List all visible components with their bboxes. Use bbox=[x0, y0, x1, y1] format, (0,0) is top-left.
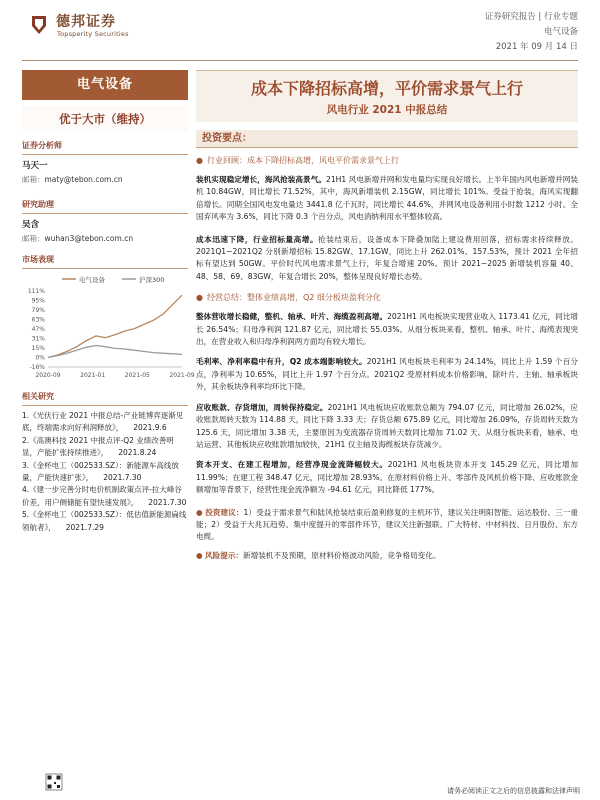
y-tick-label: 15% bbox=[31, 345, 45, 352]
assistant-email-value[interactable]: wuhan3@tebon.com.cn bbox=[44, 234, 134, 243]
x-tick-label: 2021-05 bbox=[124, 372, 150, 379]
y-tick-label: 63% bbox=[31, 316, 45, 324]
y-tick-label: 31% bbox=[31, 335, 45, 343]
paragraph-revenue: 整体营收增长稳健，整机、轴承、叶片、海缆盈利高增。2021H1 风电板块实现营业收入 1173.41 亿元，同比增长 26.54%；归母净利润 121.87 亿元，同比增长 55.03%。从细分板块来看，整机、轴承、叶片、海缆表现突出，在营业收入和归母净利润两方面均有较大增长。 bbox=[196, 312, 578, 347]
paragraph-tender: 成本迅速下降，行业招标量高增。抢装结束后，设备成本下降叠加陆上建设费用回落，招标需求持续释放。2021Q1~2021Q2 分别新增招标 15.82GW、17.1GW，同比上升 262.01%、157.53%，预计 2021 全年招标有望达到 50GW。平价时代风电需求景气上行，年复合增速 20%。预计 2021~2025 新增装机容量 40、48、58、69、83GW，年复合增长 20%，整体呈现良好增长态势。 bbox=[196, 234, 579, 281]
bullet-icon: ● bbox=[196, 293, 203, 303]
analyst-name: 马天一 bbox=[22, 161, 48, 171]
main-content bbox=[196, 70, 578, 562]
brand-name-en: Topsperity Securities bbox=[57, 30, 129, 38]
assistant-section-title: 研究助理 bbox=[22, 199, 188, 214]
paragraph-installation: 装机实现稳定增长，海风抢装高景气。21H1 风电新增并网和发电量均实现良好增长。上半年国内风电新增并网装机 10.84GW，同比增长 71.52%，其中，海风新增装机 2.15GW，同比增长 101%。受益于抢装，海风实现翻倍增长。同期全国风电发电量达 3441.8 亿千瓦时，同比增长 44.6%，并网风电设备利用小时数 1212 小时。全国弃风率为 3.6%，同比下降 0.3 个百分点，风电消纳利用水平整体较高。 bbox=[196, 175, 579, 222]
review-heading: ● 行业回顾：成本下降招标高增，风电平价需求景气上行 bbox=[196, 156, 399, 165]
y-tick-label: -16% bbox=[29, 364, 45, 371]
analyst-email-label: 邮箱： bbox=[22, 175, 45, 184]
related-item[interactable]: 1.《光伏行业 2021 中报总结-产业链博弈逐渐见底，终端需求向好利润释放》， 2021.9.6 bbox=[22, 411, 184, 433]
paragraph-receivables: 应收账款、存货增加，周转保持稳定。2021H1 风电板块应收账款总额为 794.07 亿元，同比增加 26.02%，应收账款周转天数为 114.88 天，同比下降 3.33 天；存货总额 675.89 亿元，同比增加 26.09%，存货周转天数为 125.6 天，同比增加 3.38 天，主要原因为变流器存货周转天数同比增加 71.02 天。从细分板块来看，轴承、电站运营、其他板块应收账款增加较快，21H1 仅主轴及海缆板块存货减少。 bbox=[196, 402, 579, 449]
x-tick-label: 2021-09 bbox=[169, 372, 195, 379]
page-subtitle: 风电行业 2021 中报总结 bbox=[326, 104, 448, 116]
x-tick-label: 2020-09 bbox=[35, 372, 61, 379]
market-chart-svg bbox=[22, 273, 195, 385]
related-item[interactable]: 4.《建一步完善分时电价机制政策点评-拉大峰谷价差，用户侧储能有望快速发展》， 2021.7.30 bbox=[22, 485, 187, 507]
analyst-section-title: 证券分析师 bbox=[22, 140, 188, 155]
related-item[interactable]: 5.《金杯电工（002533.SZ）：低估值新能源扁线领航者》， 2021.7.29 bbox=[22, 510, 187, 532]
related-item[interactable]: 3.《金杯电工（002533.SZ）：新能源车高线放量，产能快速扩张》， 2021.7.30 bbox=[22, 460, 179, 483]
market-section-title: 市场表现 bbox=[22, 254, 188, 269]
paragraph-margin: 毛利率、净利率稳中有升，Q2 成本端影响较大。2021H1 风电板块毛利率为 24.14%，同比上升 1.59 个百分点，净利率为 10.65%，同比上升 1.97 个百分点。2021Q2 受原材料成本价格影响，除叶片、主轴、轴承板块外，其余板块净利率均环比下降。 bbox=[196, 357, 578, 392]
page-title: 成本下降招标高增，平价需求景气上行 bbox=[250, 79, 523, 98]
related-item[interactable]: 2.《高澳科技 2021 中报点评-Q2 业绩改善明显，产能扩张持续推进》， 2021.8.24 bbox=[22, 435, 174, 458]
legend-label: 电气设备 bbox=[79, 276, 105, 284]
analyst-email-value[interactable]: maty@tebon.com.cn bbox=[44, 175, 123, 184]
invest-points-heading: 投资要点： bbox=[196, 130, 578, 148]
bullet-icon: ● bbox=[196, 507, 206, 517]
paragraph-risk: ● 风险提示：新增装机不及预期，原材料价格波动风险，竞争格局变化。 bbox=[196, 550, 441, 560]
y-tick-label: 111% bbox=[27, 288, 45, 295]
page-header bbox=[0, 0, 600, 66]
brand-logo-icon bbox=[30, 14, 48, 36]
related-section-title: 相关研究 bbox=[22, 391, 188, 406]
industry-label: 电气设备 bbox=[543, 27, 578, 37]
related-list bbox=[22, 410, 188, 534]
assistant-email bbox=[22, 233, 188, 244]
operate-heading: ● 经营总结：整体业绩高增，Q2 细分板块盈利分化 bbox=[196, 293, 381, 303]
header-divider bbox=[22, 60, 578, 61]
rating-label: 优于大市（维持） bbox=[22, 106, 188, 132]
qr-code-icon bbox=[46, 774, 62, 790]
paragraph-capex: 资本开支、在建工程增加，经营净现金流降幅较大。2021H1 风电板块资本开支 145.29 亿元，同比增加 11.99%；在建工程 348.47 亿元，同比增加 28.93%。在原材料价格上升、零部件及风机价格下降、应收账款金额增加等背景下，经营性现金流净额为 -94.61 亿元，同比降低 177%。 bbox=[196, 460, 578, 495]
paragraph-advice: ● 投资建议：1）受益于需求景气和陆风抢装结束后盈利修复的主机环节，建议关注明阳智能、运达股份、三一重能；2）受益于大兆瓦趋势、集中度提升的零部件环节，建议关注新强联、广大特材、中材科技、日月股份、东方电缆。 bbox=[196, 507, 579, 542]
header-meta bbox=[485, 10, 578, 55]
brand-name: 德邦证券 bbox=[56, 14, 116, 30]
sector-label: 电气设备 bbox=[22, 70, 188, 100]
footer-disclaimer: 请务必阅读正文之后的信息披露和法律声明 bbox=[447, 787, 580, 795]
assistant-name: 吴含 bbox=[22, 220, 40, 230]
legend-label: 沪深300 bbox=[139, 276, 165, 284]
report-date: 2021 年 09 月 14 日 bbox=[495, 42, 578, 52]
sidebar bbox=[22, 70, 195, 534]
report-type: 证券研究报告 | 行业专题 bbox=[484, 12, 578, 22]
analyst-email bbox=[22, 174, 188, 185]
bullet-icon: ● bbox=[196, 550, 206, 560]
y-tick-label: 95% bbox=[31, 297, 45, 305]
market-chart bbox=[22, 273, 195, 385]
y-tick-label: 47% bbox=[31, 326, 45, 333]
y-tick-label: 0% bbox=[35, 354, 45, 362]
bullet-icon: ● bbox=[196, 156, 203, 165]
title-box bbox=[196, 70, 578, 122]
y-tick-label: 79% bbox=[31, 307, 45, 314]
x-tick-label: 2021-01 bbox=[80, 372, 106, 379]
assistant-email-label: 邮箱： bbox=[22, 234, 45, 243]
